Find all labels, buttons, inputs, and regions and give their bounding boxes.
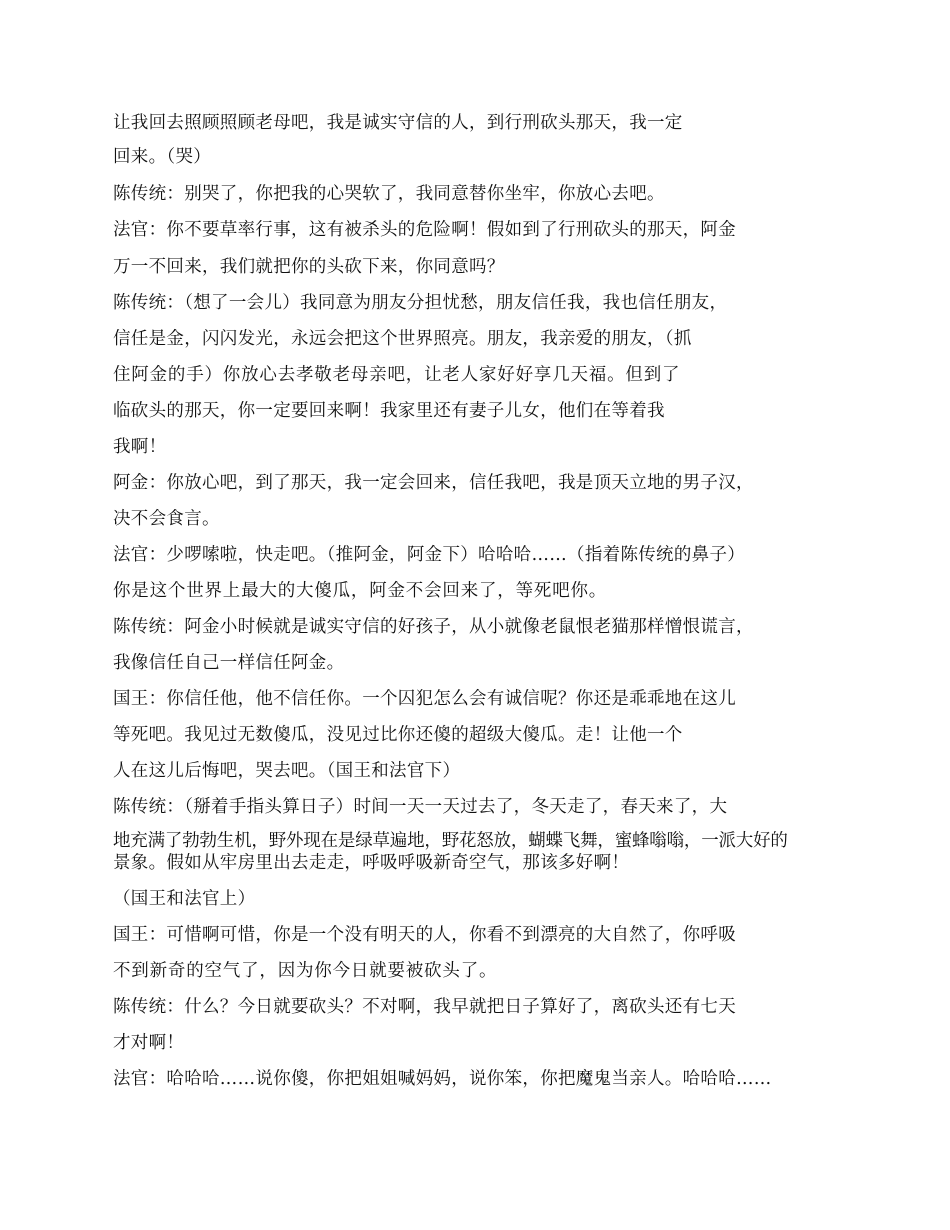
text-line: 陈传统：（想了一会儿）我同意为朋友分担忧愁，朋友信任我，我也信任朋友， xyxy=(113,293,728,313)
text-line: 住阿金的手）你放心去孝敬老母亲吧，让老人家好好享几天福。但到了 xyxy=(113,365,681,385)
text-line: 你是这个世界上最大的大傻瓜，阿金不会回来了，等死吧你。 xyxy=(113,581,608,601)
text-line: 信任是金，闪闪发光，永远会把这个世界照亮。朋友，我亲爱的朋友，（抓 xyxy=(113,329,692,349)
text-line: 地充满了勃勃生机，野外现在是绿草遍地，野花怒放，蝴蝶飞舞，蜜蜂嗡嗡，一派大好的 xyxy=(113,831,788,851)
text-line: 国王：可惜啊可惜，你是一个没有明天的人，你看不到漂亮的大自然了，你呼吸 xyxy=(113,925,736,945)
text-line: 才对啊！ xyxy=(113,1033,185,1053)
text-line: 陈传统：（掰着手指头算日子）时间一天一天过去了，冬天走了，春天来了，大 xyxy=(113,797,728,817)
text-line: （国王和法官上） xyxy=(113,889,256,909)
text-line: 我像信任自己一样信任阿金。 xyxy=(113,653,345,673)
text-line: 临砍头的那天，你一定要回来啊！我家里还有妻子儿女，他们在等着我 xyxy=(113,401,665,421)
text-line: 景象。假如从牢房里出去走走，呼吸呼吸新奇空气，那该多好啊！ xyxy=(113,853,630,873)
text-line: 人在这儿后悔吧，哭去吧。（国王和法官下） xyxy=(113,761,461,781)
text-line: 阿金：你放心吧，到了那天，我一定会回来，信任我吧，我是顶天立地的男子汉， xyxy=(113,473,754,493)
text-line: 陈传统：阿金小时候就是诚实守信的好孩子，从小就像老鼠恨老猫那样憎恨谎言， xyxy=(113,617,754,637)
text-line: 陈传统：别哭了，你把我的心哭软了，我同意替你坐牢，你放心去吧。 xyxy=(113,184,665,204)
text-line: 陈传统：什么？今日就要砍头？不对啊，我早就把日子算好了，离砍头还有七天 xyxy=(113,997,736,1017)
text-line: 让我回去照顾照顾老母吧，我是诚实守信的人，到行刑砍头那天，我一定 xyxy=(113,113,683,133)
text-line: 我啊！ xyxy=(113,437,167,457)
text-line: 法官：少啰嗦啦，快走吧。（推阿金，阿金下）哈哈哈……（指着陈传统的鼻子） xyxy=(113,545,746,565)
text-line: 法官：哈哈哈……说你傻，你把姐姐喊妈妈，说你笨，你把魔鬼当亲人。哈哈哈…… xyxy=(113,1069,772,1089)
text-line: 不到新奇的空气了，因为你今日就要被砍头了。 xyxy=(113,961,498,981)
text-line: 决不会食言。 xyxy=(113,509,220,529)
text-line: 国王：你信任他，他不信任你。一个囚犯怎么会有诚信呢？你还是乖乖地在这儿 xyxy=(113,689,736,709)
text-line: 万一不回来，我们就把你的头砍下来，你同意吗？ xyxy=(113,257,505,277)
text-line: 回来。（哭） xyxy=(113,147,212,167)
text-line: 法官：你不要草率行事，这有被杀头的危险啊！假如到了行刑砍头的那天，阿金 xyxy=(113,220,736,240)
text-line: 等死吧。我见过无数傻瓜，没见过比你还傻的超级大傻瓜。走！让他一个 xyxy=(113,725,683,745)
